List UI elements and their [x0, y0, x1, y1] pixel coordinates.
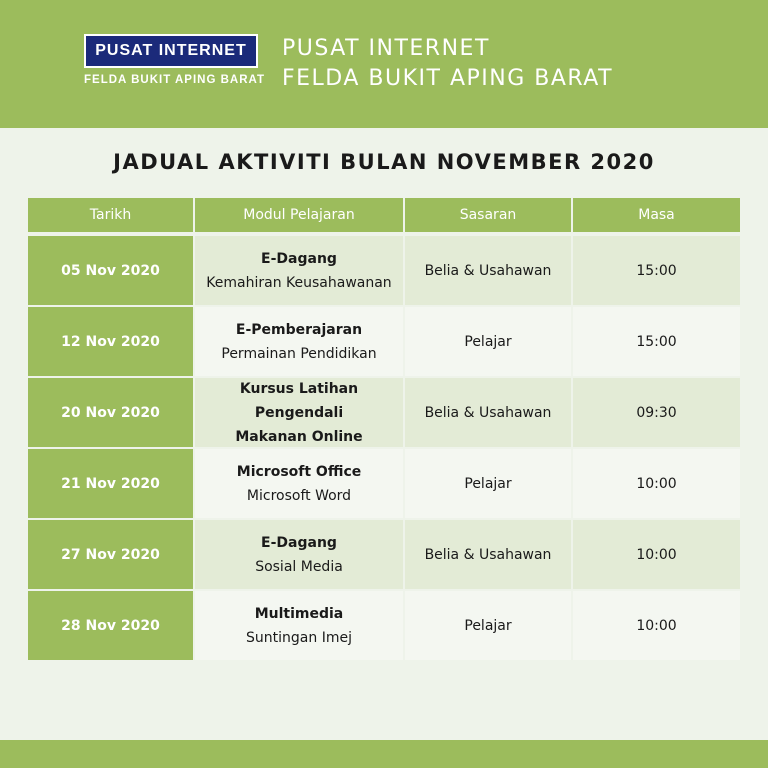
- module-title: E-Dagang: [261, 250, 337, 267]
- table-row: [28, 378, 740, 447]
- table-row: [28, 236, 740, 305]
- time-cell: 10:00: [573, 591, 740, 660]
- table-header: [28, 198, 740, 232]
- column-header-date: Tarikh: [28, 198, 195, 232]
- column-header-module: Modul Pelajaran: [195, 198, 405, 232]
- module-cell: [195, 520, 405, 589]
- table-row: [28, 591, 740, 660]
- module-title: Kursus Latihan Pengendali: [239, 380, 359, 421]
- date-cell: 21 Nov 2020: [28, 449, 195, 518]
- date-cell: 05 Nov 2020: [28, 236, 195, 305]
- target-cell: Belia & Usahawan: [405, 520, 573, 589]
- module-cell: [195, 591, 405, 660]
- brand-line-2: FELDA BUKIT APING BARAT: [282, 66, 614, 91]
- target-cell: Pelajar: [405, 449, 573, 518]
- table-row: [28, 520, 740, 589]
- module-subtitle: Kemahiran Keusahawanan: [206, 274, 392, 291]
- time-cell: 10:00: [573, 449, 740, 518]
- target-cell: Pelajar: [405, 591, 573, 660]
- brand-text: [282, 34, 613, 94]
- module-title: E-Pemberajaran: [235, 321, 363, 338]
- target-cell: Pelajar: [405, 307, 573, 376]
- footer-bar: [0, 740, 768, 768]
- brand-line-1: PUSAT INTERNET: [282, 36, 490, 61]
- module-cell: [195, 307, 405, 376]
- module-title: Microsoft Office: [236, 463, 362, 480]
- page-title: JADUAL AKTIVITI BULAN NOVEMBER 2020: [113, 150, 655, 174]
- module-title: Multimedia: [254, 605, 344, 622]
- module-subtitle: Suntingan Imej: [246, 629, 352, 646]
- module-subtitle: Permainan Pendidikan: [221, 345, 377, 362]
- date-cell: 28 Nov 2020: [28, 591, 195, 660]
- logo: [84, 34, 266, 92]
- schedule-table: [28, 198, 740, 660]
- table-row: [28, 307, 740, 376]
- date-cell: 20 Nov 2020: [28, 378, 195, 447]
- column-header-time: Masa: [638, 207, 675, 223]
- date-cell: 27 Nov 2020: [28, 520, 195, 589]
- time-cell: 15:00: [573, 307, 740, 376]
- module-cell: [195, 449, 405, 518]
- module-subtitle: Microsoft Word: [246, 487, 352, 504]
- target-cell: Belia & Usahawan: [405, 236, 573, 305]
- time-cell: 15:00: [573, 236, 740, 305]
- time-cell: 10:00: [573, 520, 740, 589]
- time-cell: 09:30: [573, 378, 740, 447]
- module-title: E-Dagang: [261, 534, 337, 551]
- table-row: [28, 449, 740, 518]
- date-cell: 12 Nov 2020: [28, 307, 195, 376]
- column-header-target: Sasaran: [405, 198, 573, 232]
- target-cell: Belia & Usahawan: [405, 378, 573, 447]
- module-subtitle: Sosial Media: [255, 558, 343, 575]
- module-cell: [195, 236, 405, 305]
- logo-subtitle: FELDA BUKIT APING BARAT: [84, 74, 266, 86]
- logo-box: [84, 34, 258, 68]
- module-subtitle: Makanan Online: [235, 428, 363, 445]
- logo-title: PUSAT INTERNET: [86, 36, 256, 66]
- header-banner: [0, 0, 768, 128]
- module-cell: [195, 378, 405, 447]
